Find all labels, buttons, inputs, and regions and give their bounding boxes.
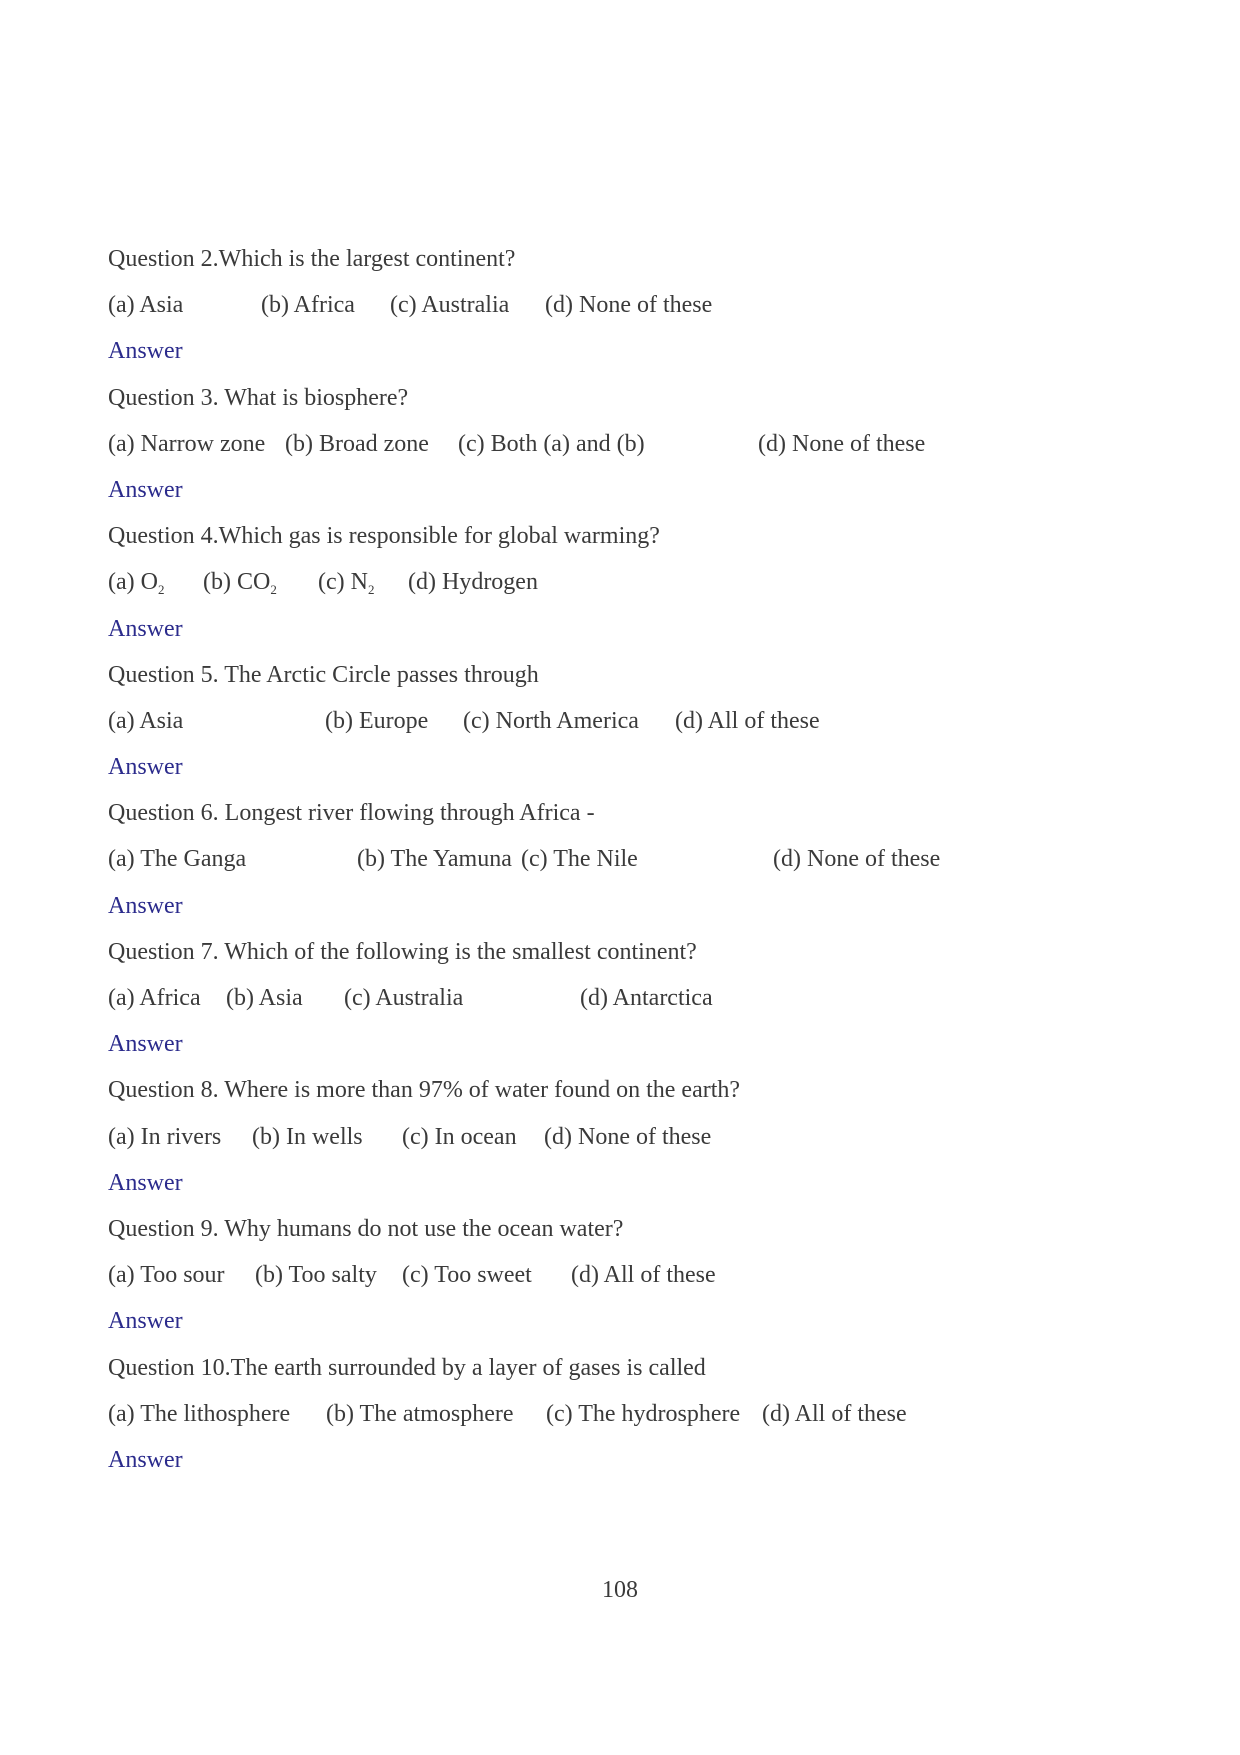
option-d: (d) All of these [762,1400,907,1427]
option-c: (c) In ocean [402,1123,517,1150]
options-row [108,1391,1148,1437]
option-c: (c) Australia [344,985,464,1011]
option-a: (a) The lithosphere [108,1400,291,1427]
option-b: (b) The atmosphere [326,1400,514,1427]
question-text: Question 7. Which of the following is the smallest continent? [108,938,697,965]
answer-link[interactable]: Answer [108,892,183,919]
option-a: (a) The Ganga [108,846,247,873]
answer-link[interactable]: Answer [108,1169,183,1196]
answer-link[interactable]: Answer [108,476,183,503]
options-row [108,975,1148,1021]
option-c: (c) Both (a) and (b) [458,430,645,457]
question-text: Question 2.Which is the largest continent? [108,246,516,272]
question-text: Question 3. What is biosphere? [108,384,409,411]
question-text: Question 9. Why humans do not use the ocean water? [108,1215,624,1242]
options-row [108,559,1148,605]
answer-link[interactable]: Answer [108,615,183,642]
option-b: (b) Broad zone [285,430,429,457]
option-d: (d) All of these [571,1262,716,1289]
option-b: (b) Too salty [255,1262,377,1289]
options-row [108,1114,1148,1160]
option-b: (b) The Yamuna [357,846,512,873]
options-row [108,421,1148,467]
option-a: (a) Narrow zone [108,430,266,457]
question-text: Question 10.The earth surrounded by a layer of gases is called [108,1354,706,1381]
options-row [108,282,1148,328]
question-text: Question 5. The Arctic Circle passes through [108,661,539,688]
answer-link[interactable]: Answer [108,1031,183,1058]
option-b: (b) $CO_2$ [203,569,277,598]
option-a: (a) Asia [108,292,184,319]
option-b: (b) In wells [252,1123,363,1150]
options-row [108,698,1148,744]
question-text: Question 4.Which gas is responsible for global warming? [108,523,660,550]
answer-link[interactable]: Answer [108,754,183,781]
option-b: (b) Africa [261,292,355,319]
option-d: (d) None of these [544,1123,712,1150]
answer-link[interactable]: Answer [108,1446,183,1473]
option-c: (c) Too sweet [402,1262,532,1289]
question-list [108,236,1148,1483]
option-a: (a) $O_2$ [108,569,165,598]
page-number: 108 [602,1577,638,1603]
option-d: (d) Antarctica [580,985,713,1011]
options-row [108,1252,1148,1298]
option-a: (a) Too sour [108,1262,225,1289]
option-a: (a) In rivers [108,1123,222,1150]
answer-link[interactable]: Answer [108,338,183,365]
option-c: (c) North America [463,707,639,734]
option-c: (c) Australia [390,292,510,319]
option-d: (d) All of these [675,707,820,734]
option-c: (c) $N_2$ [318,569,375,598]
option-c: (c) The Nile [521,846,638,873]
option-b: (b) Europe [325,707,429,734]
option-b: (b) Asia [226,985,303,1011]
option-c: (c) The hydrosphere [546,1400,741,1427]
answer-link[interactable]: Answer [108,1308,183,1335]
option-d: (d) None of these [545,292,713,319]
option-d: (d) Hydrogen [408,569,538,596]
question-text: Question 8. Where is more than 97% of water found on the earth? [108,1077,741,1104]
option-d: (d) None of these [758,430,926,457]
option-a: (a) Africa [108,985,201,1011]
option-d: (d) None of these [773,846,941,873]
options-row [108,836,1148,882]
question-text: Question 6. Longest river flowing through Africa - [108,800,595,827]
option-a: (a) Asia [108,707,184,734]
